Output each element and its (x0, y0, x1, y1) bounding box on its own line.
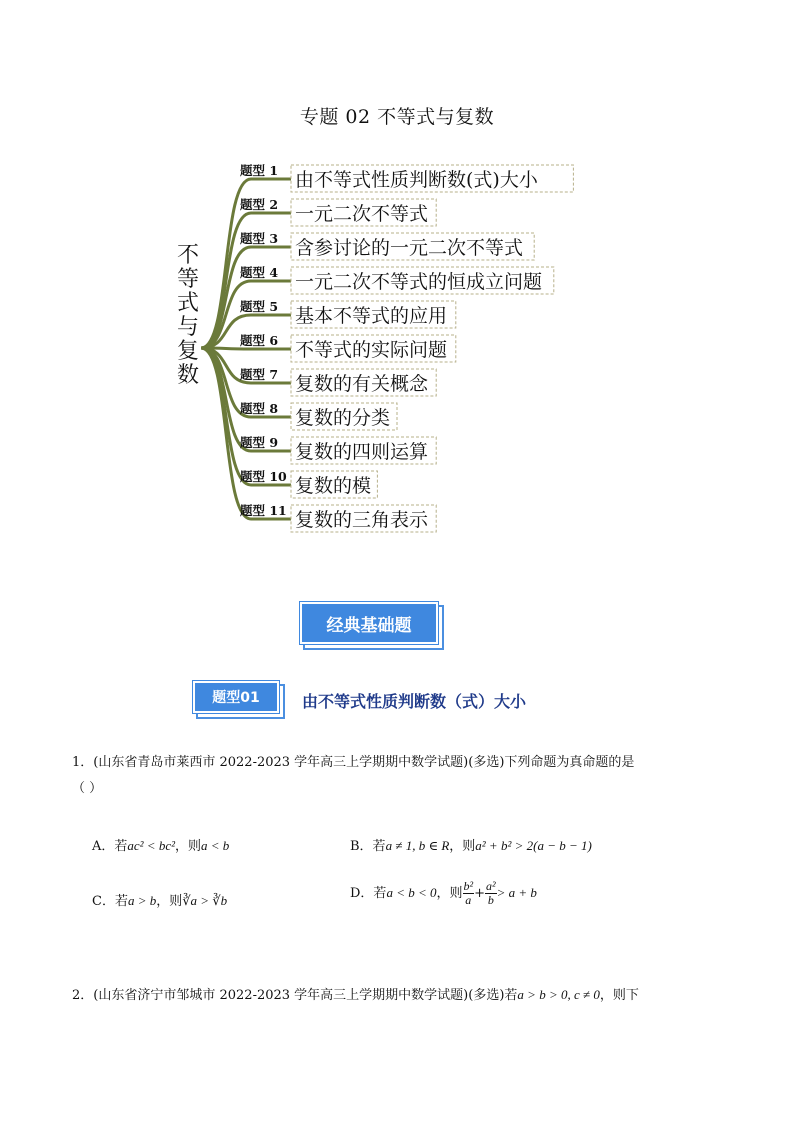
option-result: a < b (201, 838, 230, 853)
option-condition: a > b (127, 893, 157, 908)
option-d (350, 880, 537, 907)
type-badge-label: 题型01 (193, 681, 279, 713)
branch-type-label: 题型 11 (240, 503, 287, 518)
question-2 (72, 982, 732, 1009)
option-text: ，则 (449, 839, 476, 854)
root-char: 式 (177, 291, 200, 316)
branch-type-label: 题型 8 (240, 401, 279, 416)
question-condition: a > b > 0, c ≠ 0 (517, 987, 600, 1002)
root-char: 与 (177, 315, 200, 340)
question-number: 1． (72, 755, 94, 770)
type-heading: 由不等式性质判断数（式）大小 (302, 692, 527, 711)
branch-type-label: 题型 1 (240, 163, 279, 178)
fraction-denominator: b (487, 893, 494, 907)
page-title: 专题 02 不等式与复数 (299, 106, 495, 128)
option-c (92, 890, 227, 909)
option-text: ，则 (436, 886, 463, 901)
option-result: > a + b (496, 885, 537, 900)
question-number: 2． (72, 988, 94, 1003)
branch-node-label: 含参讨论的一元二次不等式 (295, 237, 524, 259)
option-result: a² + b² > 2(a − b − 1) (475, 838, 592, 853)
branch-type-label: 题型 10 (240, 469, 287, 484)
option-label: C．若 (92, 894, 128, 909)
branch-type-label: 题型 7 (240, 367, 279, 382)
branch-node-label: 一元二次不等式的恒成立问题 (295, 271, 543, 293)
fraction-denominator: a (465, 893, 472, 907)
branch-type-label: 题型 4 (240, 265, 279, 280)
root-char: 数 (177, 363, 200, 388)
branch-node-label: 复数的模 (295, 475, 372, 497)
option-a (92, 835, 229, 854)
branch-type-label: 题型 2 (240, 197, 279, 212)
option-label: B．若 (350, 839, 386, 854)
option-condition: a < b < 0 (386, 885, 437, 900)
question-text: (多选)下列命题为真命题的是 (468, 755, 635, 770)
question-source: (山东省济宁市邹城市 2022-2023 学年高三上学期期中数学试题) (93, 988, 469, 1003)
question-1 (72, 750, 732, 802)
option-label: A．若 (92, 839, 128, 854)
fraction (463, 880, 475, 907)
question-source: (山东省青岛市莱西市 2022-2023 学年高三上学期期中数学试题) (93, 755, 469, 770)
branch-node-label: 复数的四则运算 (295, 441, 429, 463)
branch-type-label: 题型 3 (240, 231, 279, 246)
question-text: (多选)若 (468, 988, 518, 1003)
branch-type-label: 题型 5 (240, 299, 279, 314)
branch-type-label: 题型 9 (240, 435, 279, 450)
option-result: ∛a > ∛b (182, 893, 228, 908)
option-label: D．若 (350, 886, 387, 901)
branch-node-label: 复数的分类 (295, 407, 391, 429)
option-condition: ac² < bc² (127, 838, 175, 853)
mind-map (165, 150, 595, 535)
question-text-tail: ，则下 (599, 988, 639, 1003)
type-badge (193, 681, 285, 719)
section-banner-label: 经典基础题 (300, 602, 438, 644)
root-char: 复 (177, 339, 200, 364)
plus-sign: + (474, 886, 486, 901)
branch-node-label: 复数的三角表示 (295, 509, 429, 531)
branch-node-label: 复数的有关概念 (295, 373, 429, 395)
branch-node-label: 不等式的实际问题 (295, 339, 448, 361)
fraction-numerator: b² (463, 879, 474, 893)
option-condition: a ≠ 1, b ∈ R (385, 838, 450, 853)
mind-map-root (177, 243, 199, 388)
section-banner (300, 602, 444, 650)
branch-node-label: 基本不等式的应用 (295, 305, 448, 327)
branch-connector (201, 348, 291, 349)
fraction-numerator: a² (486, 879, 496, 893)
option-text: ，则 (156, 894, 183, 909)
fraction (485, 880, 497, 907)
option-b (350, 835, 592, 854)
answer-paren: （ ） (72, 781, 103, 796)
branch-node-label: 一元二次不等式 (295, 203, 429, 225)
mind-map-connectors (201, 179, 291, 519)
root-char: 等 (177, 267, 200, 292)
root-char: 不 (177, 243, 200, 268)
option-text: ，则 (175, 839, 202, 854)
branch-node-label: 由不等式性质判断数(式)大小 (295, 169, 538, 191)
branch-type-label: 题型 6 (240, 333, 279, 348)
